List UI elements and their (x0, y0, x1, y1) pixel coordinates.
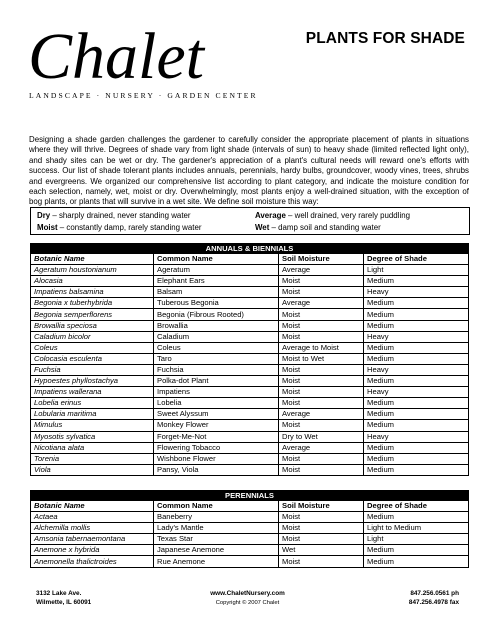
common-name: Lobelia (154, 398, 279, 409)
copyright-text: Copyright © 2007 Chalet (215, 599, 280, 606)
common-name: Forget-Me-Not (154, 431, 279, 442)
common-name: Lady's Mantle (154, 523, 279, 534)
degree-of-shade: Heavy (364, 364, 469, 375)
botanic-name: Begonia semperflorens (31, 309, 154, 320)
common-name: Ageratum (154, 265, 279, 276)
soil-moisture: Moist (279, 331, 364, 342)
botanic-name: Begonia x tuberhybrida (31, 298, 154, 309)
botanic-name: Ageratum houstonianum (31, 265, 154, 276)
table-row (31, 453, 469, 464)
moisture-moist: Moist – constantly damp, rarely standing water (37, 223, 202, 232)
column-header: Degree of Shade (364, 501, 469, 512)
degree-of-shade: Light to Medium (364, 523, 469, 534)
botanic-name: Nicotiana alata (31, 442, 154, 453)
degree-of-shade: Medium (364, 556, 469, 567)
common-name: Coleus (154, 342, 279, 353)
degree-of-shade: Medium (364, 376, 469, 387)
common-name: Rue Anemone (154, 556, 279, 567)
botanic-name: Myosotis sylvatica (31, 431, 154, 442)
common-name: Impatiens (154, 387, 279, 398)
column-header-row (31, 254, 469, 265)
soil-moisture: Moist (279, 376, 364, 387)
website-link[interactable]: www.ChaletNursery.com (210, 590, 285, 597)
table-row (31, 265, 469, 276)
common-name: Sweet Alyssum (154, 409, 279, 420)
table-row (31, 398, 469, 409)
soil-moisture: Moist (279, 523, 364, 534)
moisture-dry: Dry – sharply drained, never standing water (37, 211, 191, 220)
common-name: Texas Star (154, 534, 279, 545)
column-header: Common Name (154, 501, 279, 512)
moisture-definitions (30, 207, 470, 235)
common-name: Wishbone Flower (154, 453, 279, 464)
soil-moisture: Average to Moist (279, 342, 364, 353)
botanic-name: Alchemilla mollis (31, 523, 154, 534)
degree-of-shade: Medium (364, 409, 469, 420)
column-header: Degree of Shade (364, 254, 469, 265)
soil-moisture: Moist (279, 464, 364, 475)
botanic-name: Impatiens wallerana (31, 387, 154, 398)
soil-moisture: Moist (279, 420, 364, 431)
botanic-name: Browallia speciosa (31, 320, 154, 331)
degree-of-shade: Medium (364, 420, 469, 431)
soil-moisture: Moist (279, 364, 364, 375)
botanic-name: Anemone x hybrida (31, 545, 154, 556)
table-row (31, 353, 469, 364)
soil-moisture: Dry to Wet (279, 431, 364, 442)
common-name: Tuberous Begonia (154, 298, 279, 309)
soil-moisture: Moist (279, 556, 364, 567)
botanic-name: Fuchsia (31, 364, 154, 375)
degree-of-shade: Medium (364, 464, 469, 475)
soil-moisture: Moist (279, 287, 364, 298)
moisture-wet: Wet – damp soil and standing water (255, 223, 381, 232)
intro-paragraph: Designing a shade garden challenges the gardener to carefully consider the appropriate placement of plants in situations where they will thrive. Degrees of shade vary from light shade (intervals of sun) to heavy shade (limited reflected light only), and shady sites can be wet or dry. The gardener's appreciation of a plant's cultural needs will reward one's efforts with success. Our list of shade tolerant plants includes annuals, perennials, hardy bulbs, groundcover, woody vines, trees, shrubs and evergreens. We organized our comprehensive list according to plant category, and indicate the moisture condition for each selection, namely, wet, moist or dry. Overwhelmingly, most plants enjoy a well-drained situation, with the exception of bog plants, or plants that will survive in a wet site. We define soil moisture this way: (29, 135, 469, 207)
botanic-name: Anemonella thalictroides (31, 556, 154, 567)
common-name: Baneberry (154, 512, 279, 523)
soil-moisture: Moist (279, 534, 364, 545)
common-name: Polka-dot Plant (154, 376, 279, 387)
common-name: Browallia (154, 320, 279, 331)
table-row (31, 556, 469, 567)
botanic-name: Torenia (31, 453, 154, 464)
phone-number: 847.256.0561 ph (410, 590, 459, 597)
degree-of-shade: Medium (364, 512, 469, 523)
column-header-row (31, 501, 469, 512)
degree-of-shade: Heavy (364, 387, 469, 398)
degree-of-shade: Medium (364, 320, 469, 331)
botanic-name: Alocasia (31, 276, 154, 287)
table-row (31, 464, 469, 475)
common-name: Elephant Ears (154, 276, 279, 287)
degree-of-shade: Light (364, 534, 469, 545)
table-row (31, 534, 469, 545)
degree-of-shade: Medium (364, 353, 469, 364)
degree-of-shade: Medium (364, 545, 469, 556)
page-title: PLANTS FOR SHADE (305, 30, 465, 47)
section-title: PERENNIALS (31, 491, 469, 501)
annuals-table (30, 243, 469, 476)
botanic-name: Colocasia esculenta (31, 353, 154, 364)
soil-moisture: Moist (279, 276, 364, 287)
table-row (31, 523, 469, 534)
soil-moisture: Moist (279, 309, 364, 320)
table-row (31, 287, 469, 298)
degree-of-shade: Medium (364, 453, 469, 464)
common-name: Caladium (154, 331, 279, 342)
table-row (31, 409, 469, 420)
degree-of-shade: Light (364, 265, 469, 276)
table-row (31, 387, 469, 398)
logo-tagline: LANDSCAPE · NURSERY · GARDEN CENTER (29, 91, 258, 100)
botanic-name: Lobelia erinus (31, 398, 154, 409)
botanic-name: Hypoestes phyllostachya (31, 376, 154, 387)
common-name: Begonia (Fibrous Rooted) (154, 309, 279, 320)
table-row (31, 320, 469, 331)
column-header: Botanic Name (31, 254, 154, 265)
column-header: Common Name (154, 254, 279, 265)
degree-of-shade: Heavy (364, 287, 469, 298)
fax-number: 847.256.4978 fax (408, 598, 459, 606)
address-line-1: 3132 Lake Ave. (36, 590, 82, 597)
common-name: Fuchsia (154, 364, 279, 375)
common-name: Taro (154, 353, 279, 364)
logo-text: Chalet (28, 20, 204, 93)
botanic-name: Actaea (31, 512, 154, 523)
table-row (31, 342, 469, 353)
botanic-name: Lobularia maritima (31, 409, 154, 420)
moisture-average: Average – well drained, very rarely puddling (255, 211, 410, 220)
common-name: Balsam (154, 287, 279, 298)
common-name: Monkey Flower (154, 420, 279, 431)
section-header (31, 491, 469, 501)
botanic-name: Impatiens balsamina (31, 287, 154, 298)
degree-of-shade: Medium (364, 442, 469, 453)
degree-of-shade: Medium (364, 398, 469, 409)
degree-of-shade: Medium (364, 342, 469, 353)
column-header: Botanic Name (31, 501, 154, 512)
soil-moisture: Wet (279, 545, 364, 556)
perennials-table (30, 490, 469, 568)
table-row (31, 545, 469, 556)
common-name: Pansy, Viola (154, 464, 279, 475)
table-row (31, 376, 469, 387)
soil-moisture: Average (279, 442, 364, 453)
table-row (31, 364, 469, 375)
degree-of-shade: Medium (364, 309, 469, 320)
soil-moisture: Moist (279, 398, 364, 409)
botanic-name: Viola (31, 464, 154, 475)
table-row (31, 331, 469, 342)
botanic-name: Mimulus (31, 420, 154, 431)
soil-moisture: Moist (279, 453, 364, 464)
soil-moisture: Average (279, 265, 364, 276)
soil-moisture: Average (279, 298, 364, 309)
common-name: Japanese Anemone (154, 545, 279, 556)
common-name: Flowering Tobacco (154, 442, 279, 453)
table-row (31, 442, 469, 453)
table-row (31, 298, 469, 309)
degree-of-shade: Medium (364, 276, 469, 287)
table-row (31, 309, 469, 320)
degree-of-shade: Heavy (364, 431, 469, 442)
soil-moisture: Average (279, 409, 364, 420)
degree-of-shade: Medium (364, 298, 469, 309)
table-row (31, 512, 469, 523)
botanic-name: Caladium bicolor (31, 331, 154, 342)
table-row (31, 420, 469, 431)
section-header (31, 244, 469, 254)
soil-moisture: Moist (279, 320, 364, 331)
soil-moisture: Moist (279, 387, 364, 398)
section-title: ANNUALS & BIENNIALS (31, 244, 469, 254)
footer-phone (409, 590, 459, 607)
botanic-name: Amsonia tabernaemontana (31, 534, 154, 545)
table-row (31, 431, 469, 442)
soil-moisture: Moist to Wet (279, 353, 364, 364)
column-header: Soil Moisture (279, 501, 364, 512)
column-header: Soil Moisture (279, 254, 364, 265)
degree-of-shade: Heavy (364, 331, 469, 342)
address-line-2: Wilmette, IL 60091 (36, 598, 92, 606)
botanic-name: Coleus (31, 342, 154, 353)
table-row (31, 276, 469, 287)
soil-moisture: Moist (279, 512, 364, 523)
